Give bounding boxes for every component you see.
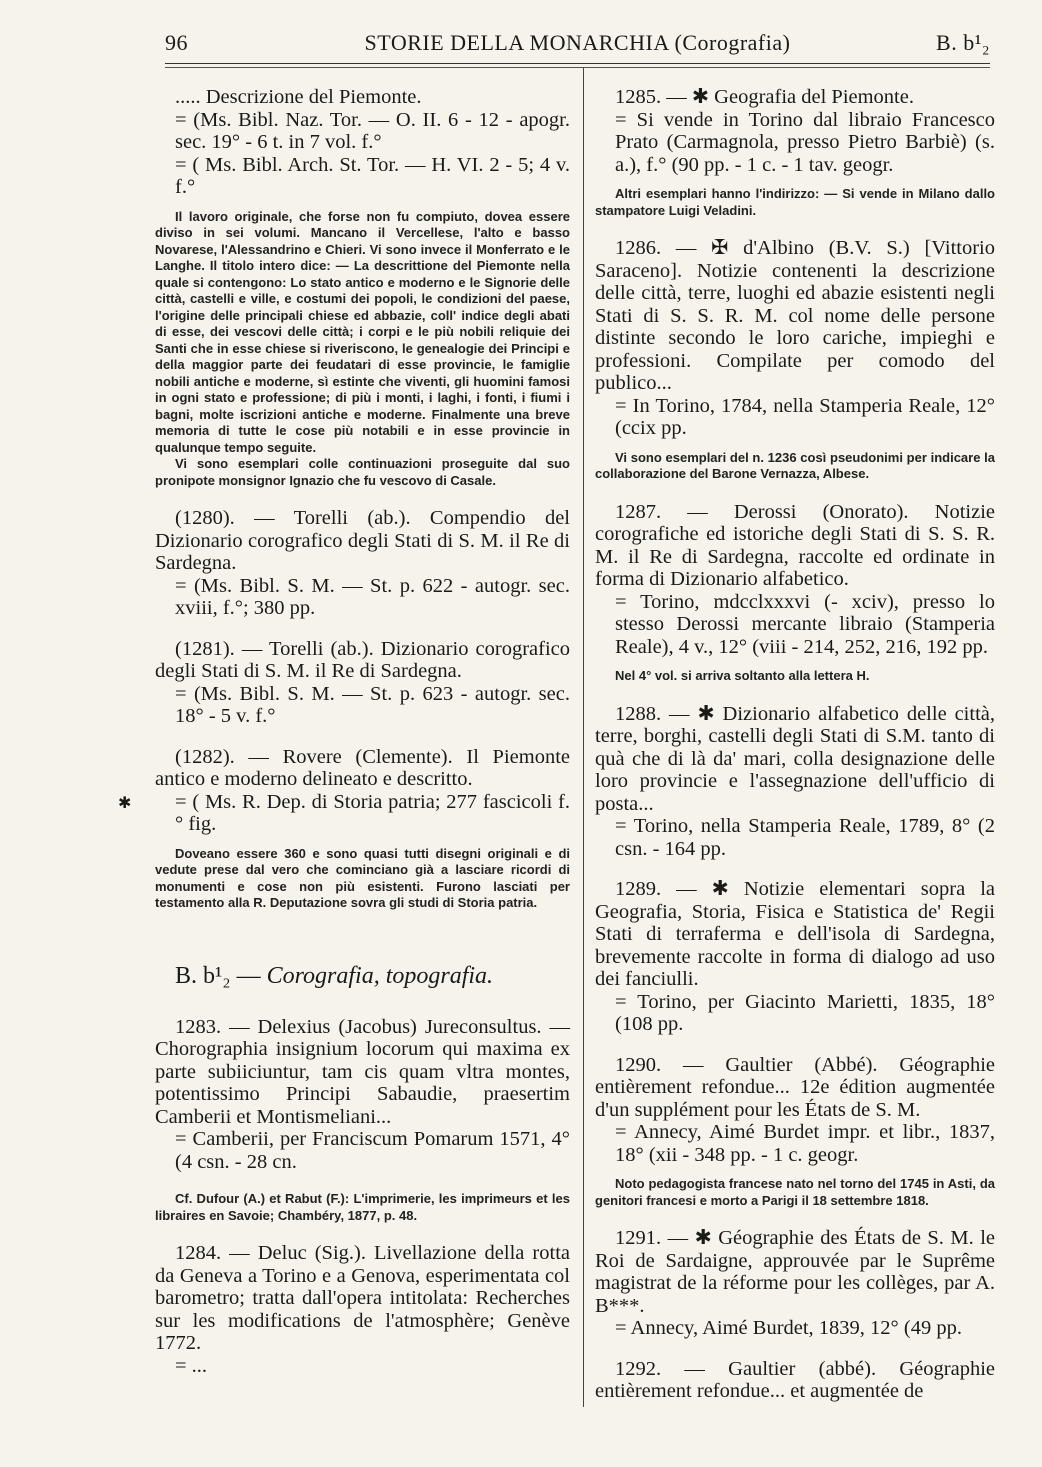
entry-1281: (1281). — Torelli (ab.). Dizionario corografico degli Stati di S. M. il Re di Sardegna.	[155, 637, 570, 682]
entry-1290-location: = Annecy, Aimé Burdet impr. et libr., 1837, 18° (xii - 348 pp. - 1 c. geogr.	[615, 1121, 995, 1166]
entry-descrizione-location-2: = ( Ms. Bibl. Arch. St. Tor. — H. VI. 2 - 5; 4 v. f.°	[175, 153, 570, 198]
entry-descrizione-location-1: = (Ms. Bibl. Naz. Tor. — O. II. 6 - 12 - apogr. sec. 19° - 6 t. in 7 vol. f.°	[175, 108, 570, 153]
entry-1289-location: = Torino, per Giacinto Marietti, 1835, 18° (108 pp.	[615, 990, 995, 1035]
page-header	[165, 30, 990, 64]
entry-1287: 1287. — Derossi (Onorato). Notizie corografiche ed istoriche degli Stati di S. S. R. M. il Re di Sardegna, raccolte ed ordinate in forma di Dizionario alfabetico.	[595, 500, 995, 590]
entry-1283-location: = Camberii, per Franciscum Pomarum 1571, 4° (4 csn. - 28 cn.	[175, 1128, 570, 1173]
entry-1290-note: Noto pedagogista francese nato nel torno del 1745 in Asti, da genitori francesi e morto a Parigi il 18 settembre 1818.	[595, 1176, 995, 1208]
page-number: 96	[165, 30, 188, 55]
entry-1287-note: Nel 4° vol. si arriva soltanto alla lettera H.	[615, 668, 870, 683]
entry-1281-location: = (Ms. Bibl. S. M. — St. p. 623 - autogr. sec. 18° - 5 v. f.°	[175, 682, 570, 727]
entry-1283-note: Cf. Dufour (A.) et Rabut (F.): L'imprimerie, les imprimeurs et les libraires en Savoie; Chambéry, 1877, p. 48.	[155, 1191, 570, 1223]
entry-1282: (1282). — Rovere (Clemente). Il Piemonte antico e moderno delineato e descritto.	[155, 745, 570, 790]
entry-1292: 1292. — Gaultier (abbé). Géographie entièrement refondue... et augmentée de	[595, 1357, 995, 1402]
margin-mark: ✱	[118, 795, 132, 812]
right-column	[595, 86, 995, 1403]
entry-1286-note: Vi sono esemplari del n. 1236 così pseudonimi per indicare la collaborazione del Barone Vernazza, Albese.	[595, 449, 995, 481]
entry-1288-location: = Torino, nella Stamperia Reale, 1789, 8° (2 csn. - 164 pp.	[615, 815, 995, 860]
entry-descrizione: ..... Descrizione del Piemonte.	[175, 86, 422, 108]
entry-descrizione-note: Il lavoro originale, che forse non fu compiuto, dovea essere diviso in sei volumi. Mancano il Vercellese, l'alto e basso Novarese, l'Alessandrino e Chieri. Vi sono invece il Monferrato e le Langhe. Il titolo intero dice: — La descrittione del Piemonte nella quale si contengono: Lo stato antico e moderno e le Signorie delle città, castelli e ville, e costumi dei popoli, le condizioni del paese, l'origine delle principali chiese ed abbazie, coll' indice degli abati di esse, dei vescovi delle città; i corpi e le più nobili reliquie dei Santi che in esse chiese si riveriscono, le genealogie dei Principi e della maggior parte dei feudatari di esse provincie, le famiglie nobili antiche e moderne, sì estinte che viventi, gli huomini famosi in ogni stato e professione; di più i monti, i laghi, i fonti, i fiumi i bagni, molte iscrizioni antiche e moderne. Finalmente una breve memoria di tutte le cose più notabili e in esse provincie in qualunque tempo seguite.	[155, 208, 570, 455]
entry-1282-location: = ( Ms. R. Dep. di Storia patria; 277 fascicoli f.° fig.	[175, 790, 570, 835]
entry-1290: 1290. — Gaultier (Abbé). Géographie entièrement refondue... 12e édition augmentée d'un supplément pour les États de S. M.	[595, 1053, 995, 1121]
entry-1284-location: = ...	[175, 1354, 208, 1377]
entry-1286: 1286. — ✠ d'Albino (B.V. S.) [Vittorio Saraceno]. Notizie contenenti la descrizione delle città, terre, luoghi ed abazie esistenti negli Stati di S. S. R. M. col nome delle persone distinte secondo le loro cariche, impieghi e professioni. Compilate per comodo del publico...	[595, 237, 995, 394]
section-heading-label: B. b¹₂ —	[175, 962, 261, 989]
entry-1289: 1289. — ✱ Notizie elementari sopra la Geografia, Storia, Fisica e Statistica de' Regii Stati di terraferma e dell'isola di Sardegna, brevemente raccolte in forma di dialogo ad uso dei fanciulli.	[595, 878, 995, 990]
entry-descrizione-note-2: Vi sono esemplari colle continuazioni proseguite dal suo pronipote monsignor Ignazio che fu vescovo di Casale.	[155, 456, 570, 488]
entry-1288: 1288. — ✱ Dizionario alfabetico delle città, terre, borghi, castelli degli Stati di S.M. tanto di quà che di là da' mari, colla designazione delle loro provincie e l'assegnazione dell'ufficio di posta...	[595, 702, 995, 815]
column-divider	[583, 67, 584, 1407]
entry-1280-location: = (Ms. Bibl. S. M. — St. p. 622 - autogr. sec. xviii, f.°; 380 pp.	[175, 574, 570, 619]
entry-1291: 1291. — ✱ Géographie des États de S. M. le Roi de Sardaigne, approuvée par le Suprême magistrat de la réforme pour les collèges, par A. B***.	[595, 1227, 995, 1317]
entry-1287-location: = Torino, mdcclxxxvi (- xciv), presso lo stesso Derossi mercante libraio (Stamperia Reale), 4 v., 12° (viii - 214, 252, 216, 192 pp.	[615, 590, 995, 658]
entry-1285: 1285. — ✱ Geografia del Piemonte.	[615, 86, 914, 108]
entry-1291-location: = Annecy, Aimé Burdet, 1839, 12° (49 pp.	[615, 1317, 962, 1339]
entry-1280: (1280). — Torelli (ab.). Compendio del Dizionario corografico degli Stati di S. M. il Re di Sardegna.	[155, 507, 570, 574]
entry-1286-location: = In Torino, 1784, nella Stamperia Reale, 12° (ccix pp.	[615, 394, 995, 439]
running-title: STORIE DELLA MONARCHIA (Corografia)	[364, 30, 791, 55]
section-heading	[155, 962, 570, 990]
section-mark: B. b¹₂	[936, 30, 990, 55]
section-heading-title: Corografia, topografia.	[266, 962, 494, 989]
header-rule-thin	[165, 67, 990, 68]
left-column	[155, 86, 570, 1377]
entry-1285-note: Altri esemplari hanno l'indirizzo: — Si vende in Milano dallo stampatore Luigi Veladini.	[595, 186, 995, 218]
entry-1282-note: Doveano essere 360 e sono quasi tutti disegni originali e di vedute prese dal vero che cominciano già a lasciare ricordi di monumenti e cose non più esistenti. Furono lasciati per testamento alla R. Deputazione sovra gli studi di Storia patria.	[155, 845, 570, 910]
entry-1283: 1283. — Delexius (Jacobus) Jureconsultus. — Chorographia insignium locorum qui maxima ex parte subiiciuntur, tam cis quam vltra montes, potentissimo Principi Sabaudie, praesertim Camberii et Montismeliani...	[155, 1015, 570, 1128]
entry-1285-location: = Si vende in Torino dal libraio Francesco Prato (Carmagnola, presso Pietro Barbiè) (s. a.), f.° (90 pp. - 1 c. - 1 tav. geogr.	[615, 108, 995, 176]
entry-1284: 1284. — Deluc (Sig.). Livellazione della rotta da Geneva a Torino e a Genova, esperimentata col barometro; tratta dall'opera intitolata: Recherches sur les modifications de l'atmosphère; Genève 1772.	[155, 1242, 570, 1354]
header-rule	[165, 63, 990, 64]
